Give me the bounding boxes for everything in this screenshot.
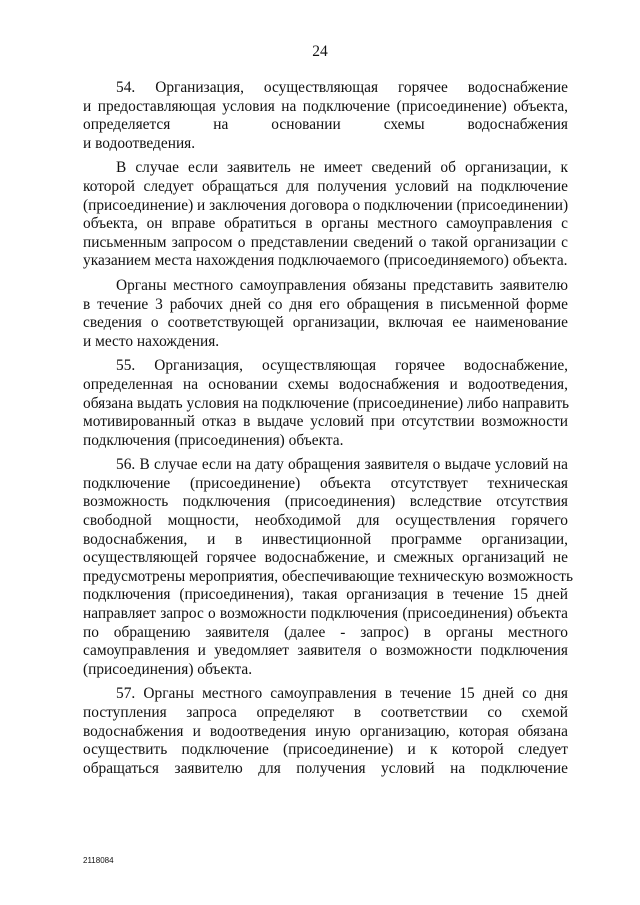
document-id: 2118084 (83, 856, 114, 865)
text-line: в течение 3 рабочих дней со дня его обращения в письменной форме (83, 295, 568, 313)
text-line: водоснабжения, и в инвестиционной программе организации, (83, 530, 568, 548)
text-line: возможность подключения (присоединения) вследствие отсутствия (83, 493, 568, 511)
text-line: 54. Организация, осуществляющая горячее водоснабжение (116, 79, 568, 96)
text-line: самоуправления и уведомляет заявителя о возможности подключения (83, 642, 568, 660)
text-line: 55. Организация, осуществляющая горячее водоснабжение, (116, 357, 568, 375)
text-line: свободной мощности, необходимой для осуществления горячего (83, 512, 568, 530)
text-line: обязана выдать условия на подключение (присоединение) либо направить (83, 394, 570, 412)
text-line: по обращению заявителя (далее - запрос) в органы местного (83, 623, 568, 641)
text-line: подключения (присоединения) объекта. (83, 431, 344, 449)
text-line: подключения (присоединения), такая организация в течение 15 дней (83, 586, 568, 604)
text-line: (присоединение) и заключения договора о подключении (присоединении) (83, 196, 569, 214)
paragraph (83, 357, 568, 450)
text-line: указанием места нахождения подключаемого (присоединяемого) объекта. (83, 252, 568, 270)
text-line: определенная на основании схемы водоснабжения и водоотведения, (83, 375, 568, 393)
text-line: 57. Органы местного самоуправления в течение 15 дней со дня (116, 685, 568, 703)
paragraph (83, 159, 568, 271)
paragraph (83, 277, 568, 351)
text-line: которой следует обращаться для получения условий на подключение (83, 177, 568, 195)
page-number: 24 (312, 43, 328, 60)
paragraph (83, 79, 568, 153)
text-line: предусмотрены мероприятия, обеспечивающие техническую возможность (83, 567, 574, 585)
text-line: направляет запрос о возможности подключения (присоединения) объекта (83, 605, 568, 623)
text-line: водоснабжения и водоотведения иную организацию, которая обязана (83, 722, 568, 740)
text-line: (присоединения) объекта. (83, 660, 253, 678)
text-line: объекта, он вправе обратиться в органы местного самоуправления с (83, 215, 568, 233)
paragraph (83, 456, 574, 679)
text-line: осуществляющей горячее водоснабжение, и смежных организаций не (83, 549, 568, 567)
text-line: письменным запросом о представлении сведений о такой организации с (83, 233, 568, 251)
text-line: осуществить подключение (присоединение) и к которой следует (83, 741, 568, 759)
text-line: и водоотведения. (83, 134, 196, 152)
paragraph (83, 685, 568, 778)
text-line: Органы местного самоуправления обязаны представить заявителю (116, 276, 568, 294)
text-line: сведения о соответствующей организации, включая ее наименование (83, 314, 568, 332)
text-line: обращаться заявителю для получения условий на подключение (83, 759, 568, 777)
text-line: поступления запроса определяют в соответствии со схемой (83, 704, 568, 721)
text-line: определяется на основании схемы водоснабжения (83, 116, 568, 134)
text-line: и место нахождения. (83, 332, 220, 350)
document-body (83, 79, 574, 784)
text-line: и предоставляющая условия на подключение (присоединение) объекта, (83, 97, 568, 115)
text-line: 56. В случае если на дату обращения заявителя о выдаче условий на (116, 456, 568, 474)
text-line: В случае если заявитель не имеет сведений об организации, к (116, 159, 568, 177)
text-line: подключение (присоединение) объекта отсутствует техническая (83, 474, 568, 492)
text-line: мотивированный отказ в выдаче условий при отсутствии возможности (83, 413, 568, 431)
